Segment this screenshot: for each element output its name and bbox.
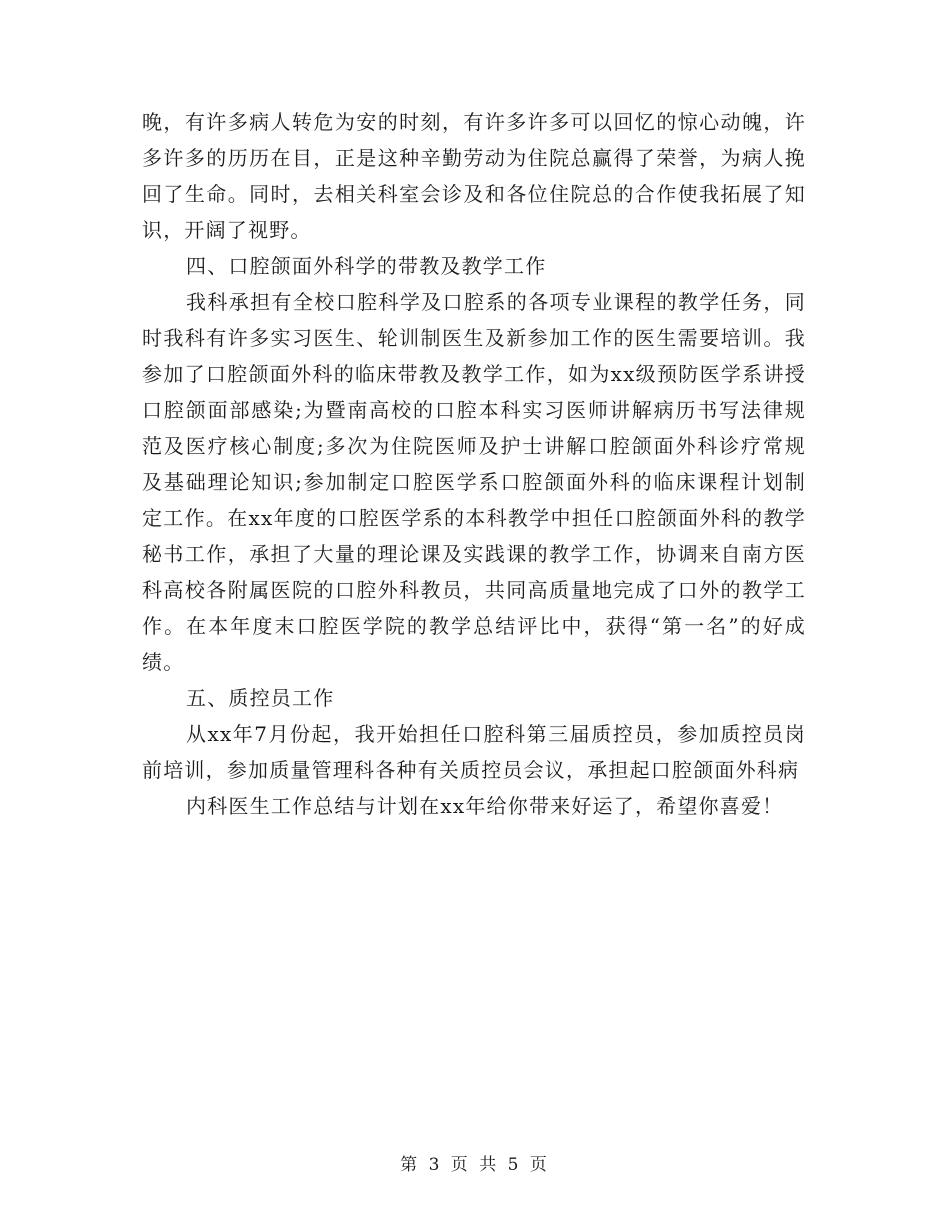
closing-line: 内科医生工作总结与计划在xx年给你带来好运了，希望你喜爱！ [186,794,784,818]
page-number-footer: 第 3 页 共 5 页 [400,1155,550,1175]
paragraph-continuation: 晚，有许多病人转危为安的时刻，有许多许多可以回忆的惊心动魄，许多许多的历历在目，正是这种辛勤劳动为住院总赢得了荣誉，为病人挽回了生命。同时，去相关科室会诊及和各位住院总的合作使我拓展了知识，开阔了视野。 [142,110,806,242]
document-body [142,104,806,824]
section-heading-teaching: 四、口腔颌面外科学的带教及教学工作 [186,254,547,278]
section-heading-quality-control: 五、质控员工作 [186,686,335,710]
paragraph-quality-control: 从xx年7月份起，我开始担任口腔科第三届质控员，参加质控员岗前培训，参加质量管理科各种有关质控员会议，承担起口腔颌面外科病 [142,722,806,782]
paragraph-teaching: 我科承担有全校口腔科学及口腔系的各项专业课程的教学任务，同时我科有许多实习医生、轮训制医生及新参加工作的医生需要培训。我参加了口腔颌面外科的临床带教及教学工作，如为xx级预防医学系讲授口腔颌面部感染;为暨南高校的口腔本科实习医师讲解病历书写法律规范及医疗核心制度;多次为住院医师及护士讲解口腔颌面外科诊疗常规及基础理论知识;参加制定口腔医学系口腔颌面外科的临床课程计划制定工作。在xx年度的口腔医学系的本科教学中担任口腔颌面外科的教学秘书工作，承担了大量的理论课及实践课的教学工作，协调来自南方医科高校各附属医院的口腔外科教员，共同高质量地完成了口外的教学工作。在本年度末口腔医学院的教学总结评比中，获得“第一名”的好成绩。 [142,290,806,674]
